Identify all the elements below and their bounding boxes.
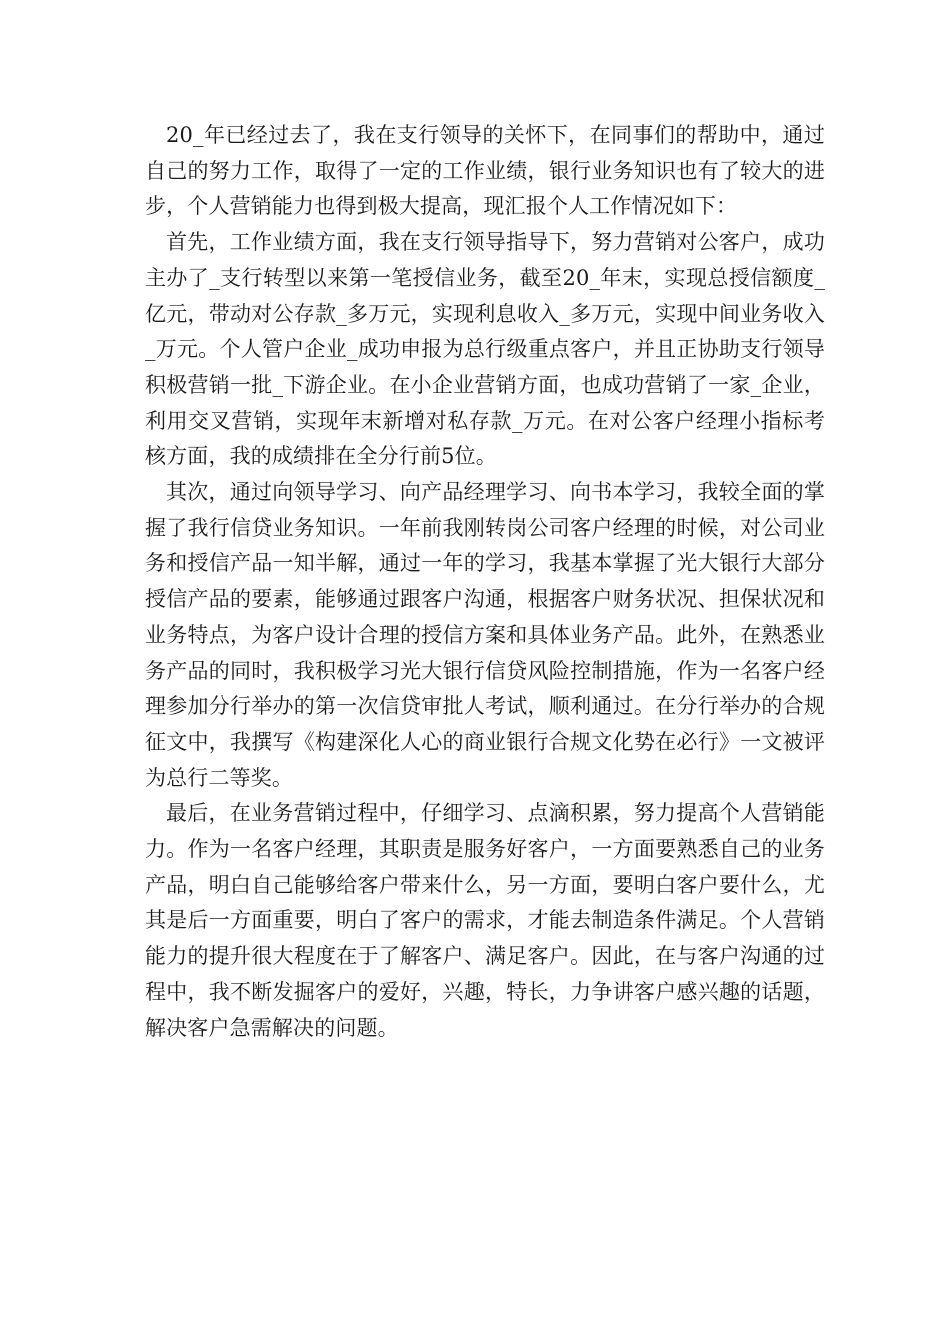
paragraph-marketing: 最后，在业务营销过程中，仔细学习、点滴积累，努力提高个人营销能力。作为一名客户经理，其职责是服务好客户，一方面要熟悉自己的业务产品，明白自己能够给客户带来什么，另一方面，要明白客户要什么，尤其是后一方面重要，明白了客户的需求，才能去制造条件满足。个人营销能力的提升很大程度在于了解客户、满足客户。因此，在与客户沟通的过程中，我不断发掘客户的爱好，兴趣，特长，力争讲客户感兴趣的话题，解决客户急需解决的问题。 [145, 801, 825, 1040]
paragraph-learning: 其次，通过向领导学习、向产品经理学习、向书本学习，我较全面的掌握了我行信贷业务知识。一年前我刚转岗公司客户经理的时候，对公司业务和授信产品一知半解，通过一年的学习，我基本掌握了光大银行大部分授信产品的要素，能够通过跟客户沟通，根据客户财务状况、担保状况和业务特点，为客户设计合理的授信方案和具体业务产品。此外，在熟悉业务产品的同时，我积极学习光大银行信贷风险控制措施，作为一名客户经理参加分行举办的第一次信贷审批人考试，顺利通过。在分行举办的合规征文中，我撰写《构建深化人心的商业银行合规文化势在必行》一文被评为总行二等奖。 [145, 480, 825, 790]
document-body [145, 118, 825, 1046]
paragraph-performance: 首先，工作业绩方面，我在支行领导指导下，努力营销对公客户，成功主办了_支行转型以来第一笔授信业务，截至20_年末，实现总授信额度_亿元，带动对公存款_多万元，实现利息收入_多万元，实现中间业务收入_万元。个人管户企业_成功申报为总行级重点客户，并且正协助支行领导积极营销一批_下游企业。在小企业营销方面，也成功营销了一家_企业，利用交叉营销，实现年末新增对私存款_万元。在对公客户经理小指标考核方面，我的成绩排在全分行前5位。 [145, 230, 825, 469]
paragraph-intro: 20_年已经过去了，我在支行领导的关怀下，在同事们的帮助中，通过自己的努力工作，取得了一定的工作业绩，银行业务知识也有了较大的进步，个人营销能力也得到极大提高，现汇报个人工作情况如下： [145, 123, 825, 219]
